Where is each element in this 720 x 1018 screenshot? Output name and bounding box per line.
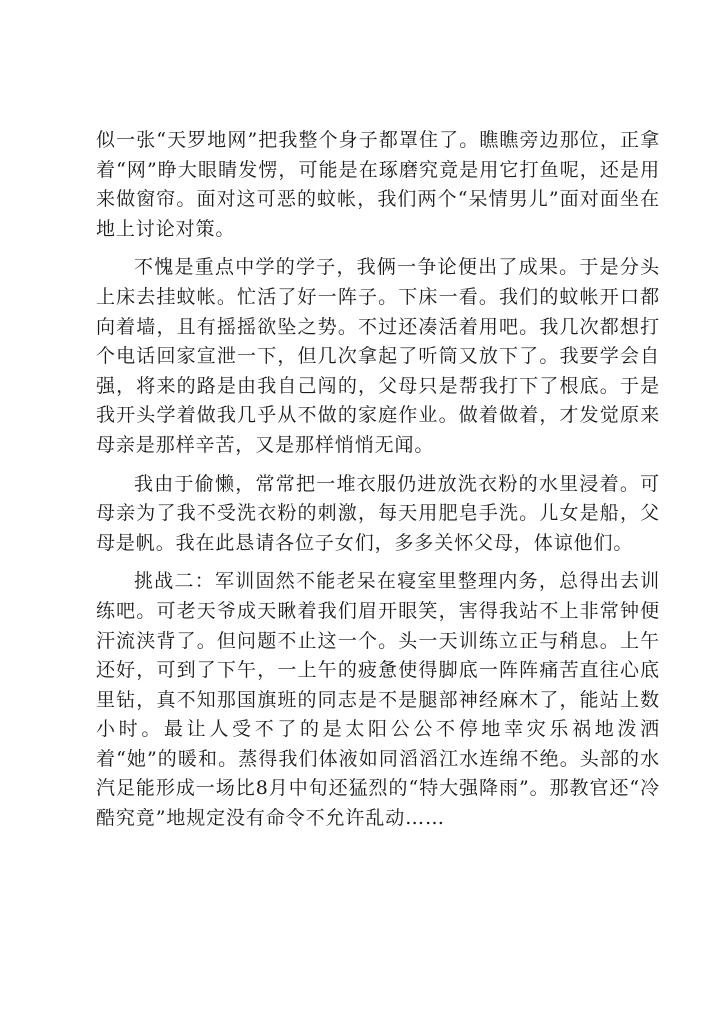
- document-body: [96, 126, 660, 843]
- paragraph-3: 我由于偷懒，常常把一堆衣服仍进放洗衣粉的水里浸着。可母亲为了我不受洗衣粉的刺激，每天用肥皂手洗。儿女是船，父母是帆。我在此恳请各位子女们，多多关怀父母，体谅他们。: [96, 472, 660, 554]
- paragraph-4: 挑战二：军训固然不能老呆在寝室里整理内务，总得出去训练吧。可老天爷成天瞅着我们眉开眼笑，害得我站不上非常钟便汗流浃背了。但问题不止这一个。头一天训练立正与稍息。上午还好，可到了下午，一上午的疲惫使得脚底一阵阵痛苦直往心底里钻，真不知那国旗班的同志是不是腿部神经麻木了，能站上数小时。最让人受不了的是太阳公公不停地幸灾乐祸地泼洒着“她”的暖和。蒸得我们体液如同滔滔江水连绵不绝。头部的水汽足能形成一场比8月中旬还猛烈的“特大强降雨”。那教官还“冷酷究竟”地规定没有命令不允许乱动……: [96, 570, 660, 830]
- paragraph-2: 不愧是重点中学的学子，我俩一争论便出了成果。于是分头上床去挂蚊帐。忙活了好一阵子。下床一看。我们的蚊帐开口都向着墙，且有摇摇欲坠之势。不过还凑活着用吧。我几次都想打个电话回家宣泄一下，但几次拿起了听筒又放下了。我要学会自强，将来的路是由我自己闯的，父母只是帮我打下了根底。于是我开头学着做我几乎从不做的家庭作业。做着做着，才发觉原来母亲是那样辛苦，又是那样悄悄无闻。: [96, 256, 660, 456]
- paragraph-1: 似一张“天罗地网”把我整个身子都罩住了。瞧瞧旁边那位，正拿着“网”睁大眼睛发愣，可能是在琢磨究竟是用它打鱼呢，还是用来做窗帘。面对这可恶的蚊帐，我们两个“呆情男儿”面对面坐在地上讨论对策。: [96, 129, 660, 240]
